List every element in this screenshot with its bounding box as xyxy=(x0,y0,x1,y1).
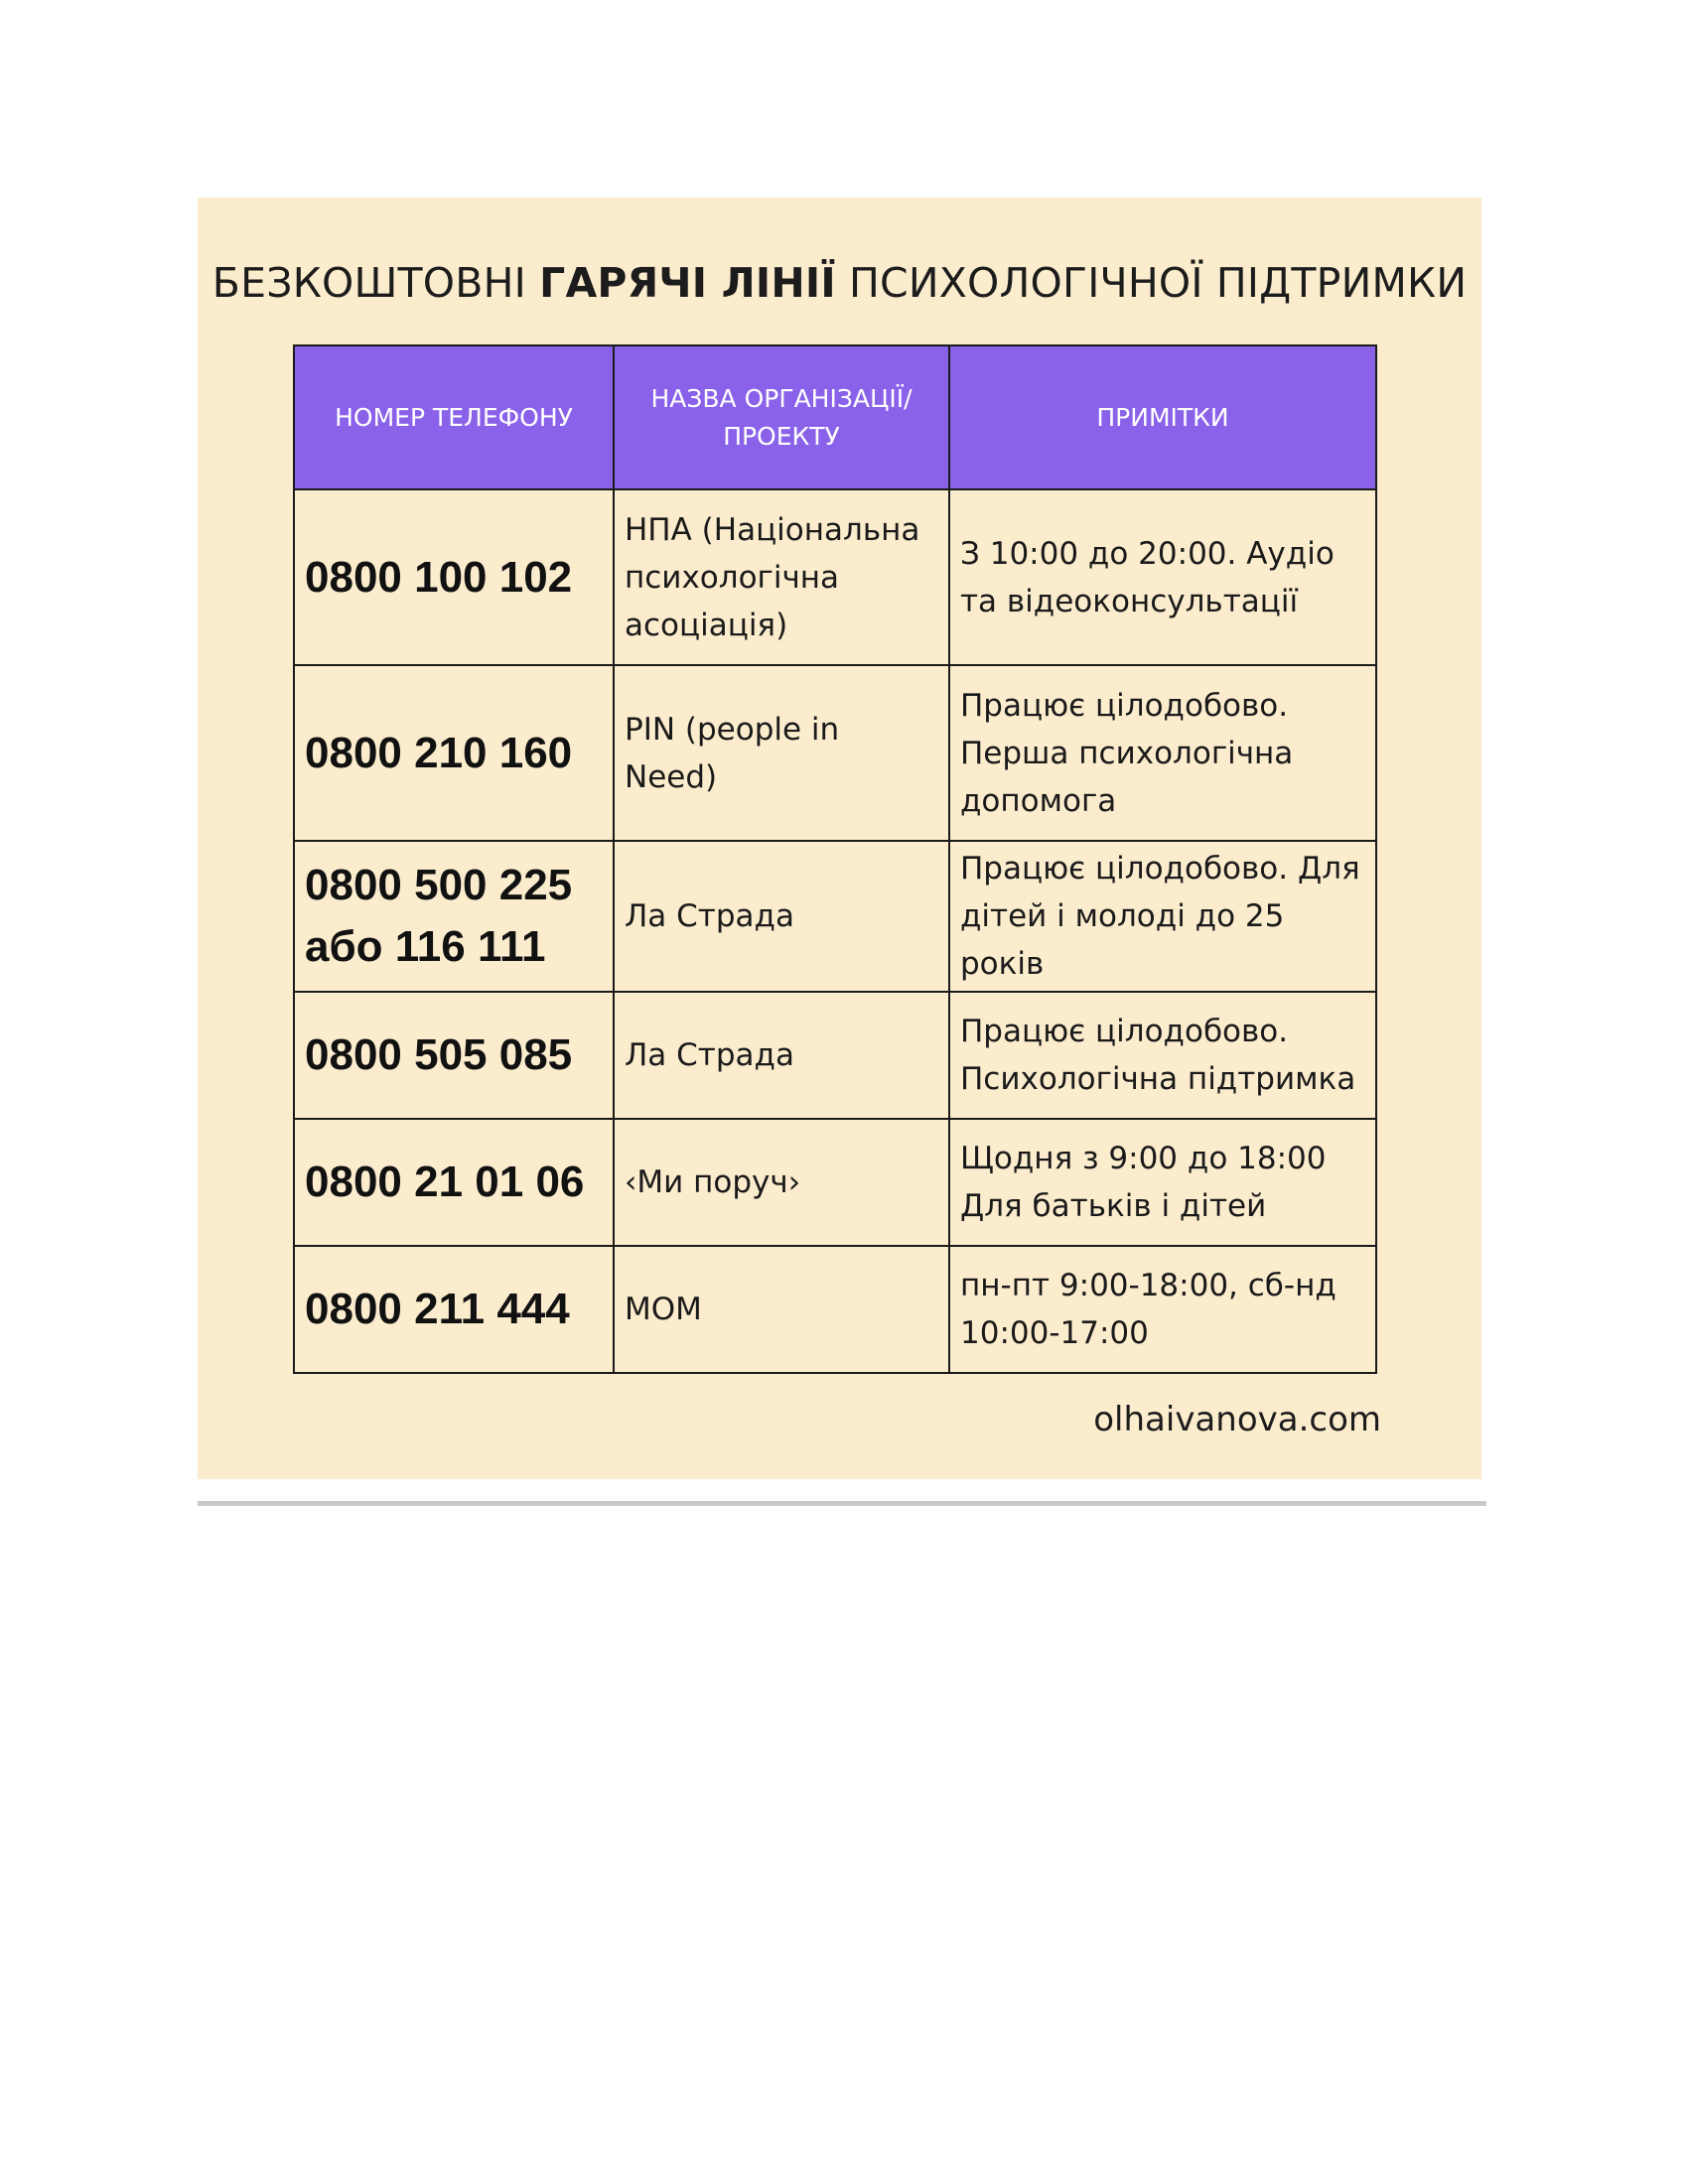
organization-name: МОМ xyxy=(614,1246,949,1373)
phone-number: 0800 210 160 xyxy=(294,665,614,841)
table-header-row xyxy=(294,345,1376,489)
phone-number: 0800 505 085 xyxy=(294,992,614,1119)
notes-cell: Щодня з 9:00 до 18:00 Для батьків і дітей xyxy=(949,1119,1376,1246)
notes-cell: пн-пт 9:00-18:00, сб-нд 10:00-17:00 xyxy=(949,1246,1376,1373)
organization-name: Ла Страда xyxy=(614,992,949,1119)
page-title xyxy=(198,259,1481,307)
title-prefix: БЕЗКОШТОВНІ xyxy=(211,259,526,307)
organization-name: НПА (Національна психологічна асоціація) xyxy=(614,489,949,665)
title-suffix: ПСИХОЛОГІЧНОЇ ПІДТРИМКИ xyxy=(849,259,1468,307)
notes-cell: З 10:00 до 20:00. Аудіо та відеоконсультації xyxy=(949,489,1376,665)
organization-name: PIN (people in Need) xyxy=(614,665,949,841)
organization-name: Ла Страда xyxy=(614,841,949,992)
notes-cell: Працює цілодобово. Для дітей і молоді до 25 років xyxy=(949,841,1376,992)
table-row xyxy=(294,1246,1376,1373)
table-row xyxy=(294,992,1376,1119)
hotlines-card xyxy=(198,198,1481,1479)
hotlines-table xyxy=(293,344,1377,1374)
table-row xyxy=(294,1119,1376,1246)
source-website: olhaivanova.com xyxy=(1093,1400,1381,1439)
title-bold: ГАРЯЧІ ЛІНІЇ xyxy=(539,259,836,307)
header-notes: ПРИМІТКИ xyxy=(949,345,1376,489)
table-row xyxy=(294,665,1376,841)
notes-cell: Працює цілодобово. Перша психологічна допомога xyxy=(949,665,1376,841)
phone-number: 0800 211 444 xyxy=(294,1246,614,1373)
table-row xyxy=(294,841,1376,992)
table-row xyxy=(294,489,1376,665)
phone-number: 0800 500 225 або 116 111 xyxy=(294,841,614,992)
phone-number: 0800 100 102 xyxy=(294,489,614,665)
page-divider xyxy=(198,1501,1486,1506)
notes-cell: Працює цілодобово. Психологічна підтримка xyxy=(949,992,1376,1119)
header-organization: НАЗВА ОРГАНІЗАЦІЇ/ ПРОЕКТУ xyxy=(614,345,949,489)
header-phone: НОМЕР ТЕЛЕФОНУ xyxy=(294,345,614,489)
phone-number: 0800 21 01 06 xyxy=(294,1119,614,1246)
organization-name: ‹Ми поруч› xyxy=(614,1119,949,1246)
